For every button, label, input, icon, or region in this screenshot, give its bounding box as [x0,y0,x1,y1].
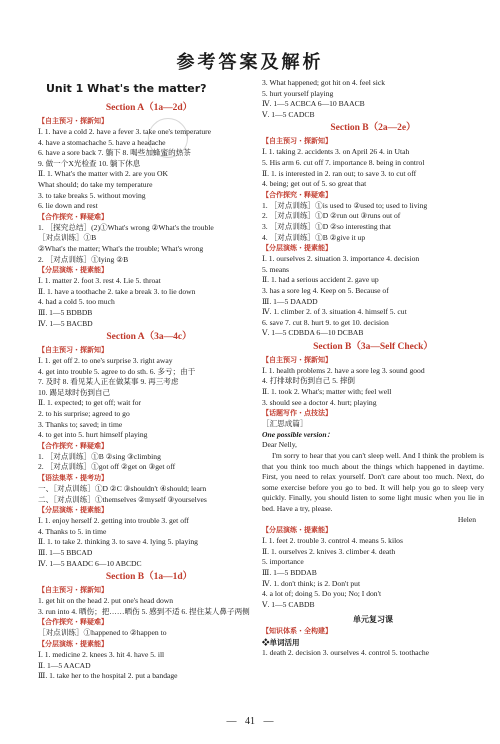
answer-line: 2. ［对点训练］①lying ②B [38,254,129,264]
right-column-body [262,78,484,659]
subsection-tag: 【分层演练・提素能】 [38,506,108,515]
answer-line: Ⅱ. 1. took 2. What's; matter with; feel well [262,387,392,397]
answer-line: 6. lie down and rest [38,201,98,211]
answer-line: 3. to take breaks 5. without moving [38,190,146,200]
answer-line: Ⅱ. 1. had a serious accident 2. gave up [262,275,379,285]
subsection-tag: 【合作探究・释疑难】 [262,190,332,199]
answer-line: 二、［对点训练］①themselves ②myself ③yourselves [38,494,207,504]
answer-line: Ⅰ. 1. ourselves 2. situation 3. importance 4. decision [262,254,420,264]
answer-line: Ⅴ. 1—5 CABDB [262,599,315,609]
answer-line: Ⅱ. 1. have a toothache 2. take a break 3. to lie down [38,286,196,296]
left-column [38,78,260,682]
subsection-tag: 【自主预习・探新知】 [38,117,108,125]
answer-line: Ⅱ. 1. ourselves 2. knives 3. climber 4. death [262,546,396,556]
answer-line: 5. hurt yourself playing [262,88,334,98]
answer-line: 10. 踢足球时伤到自己 [38,387,111,397]
answer-line: Ⅲ. 1—5 BDDAB [262,567,317,577]
answer-line: ［汇思成篇］ [262,419,308,429]
answer-line: ［对点训练］①B [38,233,97,243]
answer-line: Ⅳ. 1. climber 2. of 3. situation 4. himself 5. cut [262,307,407,317]
answer-line: Ⅱ. 1. to take 2. thinking 3. to save 4. lying 5. playing [38,537,198,547]
subsection-tag: 【合作探究・释疑难】 [38,212,108,221]
answer-line: 4. have a stomachache 5. have a headache [38,137,166,147]
subsection-tag: 【自主预习・探新知】 [38,586,108,595]
answer-line: 6. have a sore back 7. 躺下 8. 喝些加蜂蜜的热茶 [38,148,191,158]
answer-line: 3. has a sore leg 4. Keep on 5. Because of [262,285,389,295]
answer-line: Ⅰ. 1. have a cold 2. have a fever 3. take one's temperature [38,127,212,136]
right-column [262,78,484,659]
page-number: — 41 — [226,716,274,727]
answer-line: Dear Nelly, [262,440,297,450]
answer-line: 4. a lot of; doing 5. Do you; No; I don't [262,589,382,599]
subsection-tag: 【合作探究・释疑难】 [38,618,108,627]
left-column-body [38,100,260,682]
unit-title: Unit 1 What's the matter? [46,82,207,95]
answer-line: 4. Thanks to 5. in time [38,526,107,536]
subsection-tag: 【语法集萃・提考功】 [38,474,108,483]
subsection-tag: 【自主预习・探新知】 [262,355,332,364]
answer-line: 5. His arm 6. cut off 7. importance 8. being in control [262,157,425,167]
answer-line: Ⅳ. 1—5 BAADC 6—10 ABCDC [38,558,142,568]
answer-line: Ⅱ. 1—5 AACAD [38,660,91,670]
answer-line: 2. ［对点训练］①got off ②get on ③get off [38,462,176,472]
answer-line: 3. should see a doctor 4. hurt; playing [262,397,377,407]
answer-line: Ⅲ. 1—5 DAADD [262,296,318,306]
answer-line: Ⅲ. 1—5 BDBDB [38,307,93,317]
subsection-tag: 【合作探究・释疑难】 [38,441,108,450]
subsection-tag: 【话题写作・点技法】 [262,409,332,418]
answer-line: Ⅳ. 1—5 ACBCA 6—10 BAACB [262,99,365,109]
answer-line: 4. get into trouble 5. agree to do sth. 6. 多亏；由于 [38,366,196,376]
essay-label: One possible version： [262,429,335,439]
section-heading: Section B（1a—1d） [105,572,193,583]
essay-paragraph: I'm sorry to hear that you can't sleep well. And I think the problem is that you think too much about the things which happened in daytime. First, you need to relax yourself. Don't care about too much. Next, do some exercise before you go to bed. It will help you go to sleep very quickly. Finally, you should listen to some light music when you lie in bed. Have a try, please. [262,451,484,513]
subsection-tag: 【自主预习・探新知】 [262,137,332,146]
answer-line: Ⅴ. 1—5 CDBDA 6—10 DCBAB [262,328,364,338]
answer-line: 1. ［探究总结］(2)①What's wrong ②What's the trouble [38,222,214,232]
answer-line: Ⅱ. 1. expected; to get off; wait for [38,398,142,408]
answer-line: 4. 打排球时伤到自己 5. 摔倒 [262,376,356,386]
essay-signature: Helen [457,514,476,524]
answer-line: 5. importance [262,557,304,567]
answer-line: 7. 及时 8. 看见某人正在做某事 9. 再三考虑 [38,377,179,387]
answer-line: Ⅱ. 1. What's the matter with 2. are you OK [38,169,168,179]
subsection-tag: 【分层演练・提素能】 [38,639,108,648]
subsection-tag: 【自主预习・探新知】 [38,346,108,355]
answer-line: Ⅰ. 1. get off 2. to one's surprise 3. right away [38,356,173,366]
answer-line: ②What's the matter; What's the trouble; What's wrong [38,243,204,253]
answer-line: 3. Thanks to; saved; in time [38,419,123,429]
answer-line: 1. ［对点训练］①B ②sing ③climbing [38,451,161,461]
page-number-value: 41 [245,716,255,727]
answer-line: 4. had a cold 5. too much [38,297,115,307]
answer-line: Ⅰ. 1. health problems 2. have a sore leg 3. sound good [262,365,425,375]
answer-line: 9. 做一个X光检查 10. 躺下休息 [38,158,141,168]
answer-line: Ⅳ. 1. don't think; is 2. Don't put [262,578,361,588]
answer-line: 一、［对点训练］①D ②C ③shouldn't ④should; learn [38,484,207,494]
answer-line: Ⅴ. 1—5 CADCB [262,109,315,119]
answer-line: 1. ［对点训练］①is used to ②used to; used to living [262,200,428,210]
review-heading: 单元复习课 [353,615,393,625]
section-heading: Section B（3a—Self Check） [313,341,433,352]
answer-line: 2. to his surprise; agreed to go [38,409,130,419]
answer-line: 3. run into 4. 晒伤；把……晒伤 5. 感到不适 6. 捏住某人鼻子两侧 [38,606,250,616]
page-title: 参考答案及解析 [176,52,324,73]
answer-line: ［对点训练］①happened to ②happen to [38,628,167,638]
answer-line: 4. being; get out of 5. so great that [262,179,367,189]
answer-line: Ⅲ. 1. take her to the hospital 2. put a bandage [38,671,178,681]
answer-line: Ⅱ. 1. is interested in 2. ran out; to save 3. to cut off [262,168,417,178]
answer-line: Ⅰ. 1. taking 2. accidents 3. on April 26 4. in Utah [262,147,410,157]
subsection-tag: 【知识体系・全构建】 [262,627,332,636]
answer-line: Ⅰ. 1. matter 2. foot 3. rest 4. Lie 5. throat [38,276,161,286]
answer-line: 1. get hit on the head 2. put one's head down [38,596,174,606]
answer-line: 3. ［对点训练］①D ②so interesting that [262,221,391,231]
answer-line: Ⅰ. 1. enjoy herself 2. getting into trouble 3. get off [38,516,189,526]
subsection-tag: 【分层演练・提素能】 [262,244,332,253]
answer-line: Ⅰ. 1. medicine 2. knees 3. hit 4. have 5. ill [38,649,165,659]
answer-line: 4. ［对点训练］①B ②give it up [262,232,366,242]
bullet-heading: ❖单词活用 [262,638,300,648]
subsection-tag: 【分层演练・提素能】 [262,526,332,535]
answer-line: 2. ［对点训练］①D ②run out ③runs out of [262,211,401,221]
answer-line: 4. to get into 5. hurt himself playing [38,430,148,440]
section-heading: Section B（2a—2e） [330,123,416,134]
answer-line: Ⅳ. 1—5 BACBD [38,318,93,328]
answer-line: Ⅰ. 1. feet 2. trouble 3. control 4. means 5. kilos [262,536,403,546]
answer-line: 3. What happened; got hit on 4. feel sick [262,78,386,87]
answer-line: Ⅲ. 1—5 BBCAD [38,548,93,557]
answer-line: 6. save 7. cut 8. hurt 9. to get 10. decision [262,317,389,327]
subsection-tag: 【分层演练・提素能】 [38,266,108,275]
answer-line: 5. means [262,264,289,274]
answer-line: What should; do take my temperature [38,179,153,189]
section-heading: Section A（1a—2d） [105,103,193,113]
section-heading: Section A（3a—4c） [106,332,192,343]
answer-line: 1. death 2. decision 3. ourselves 4. control 5. toothache [262,648,430,658]
